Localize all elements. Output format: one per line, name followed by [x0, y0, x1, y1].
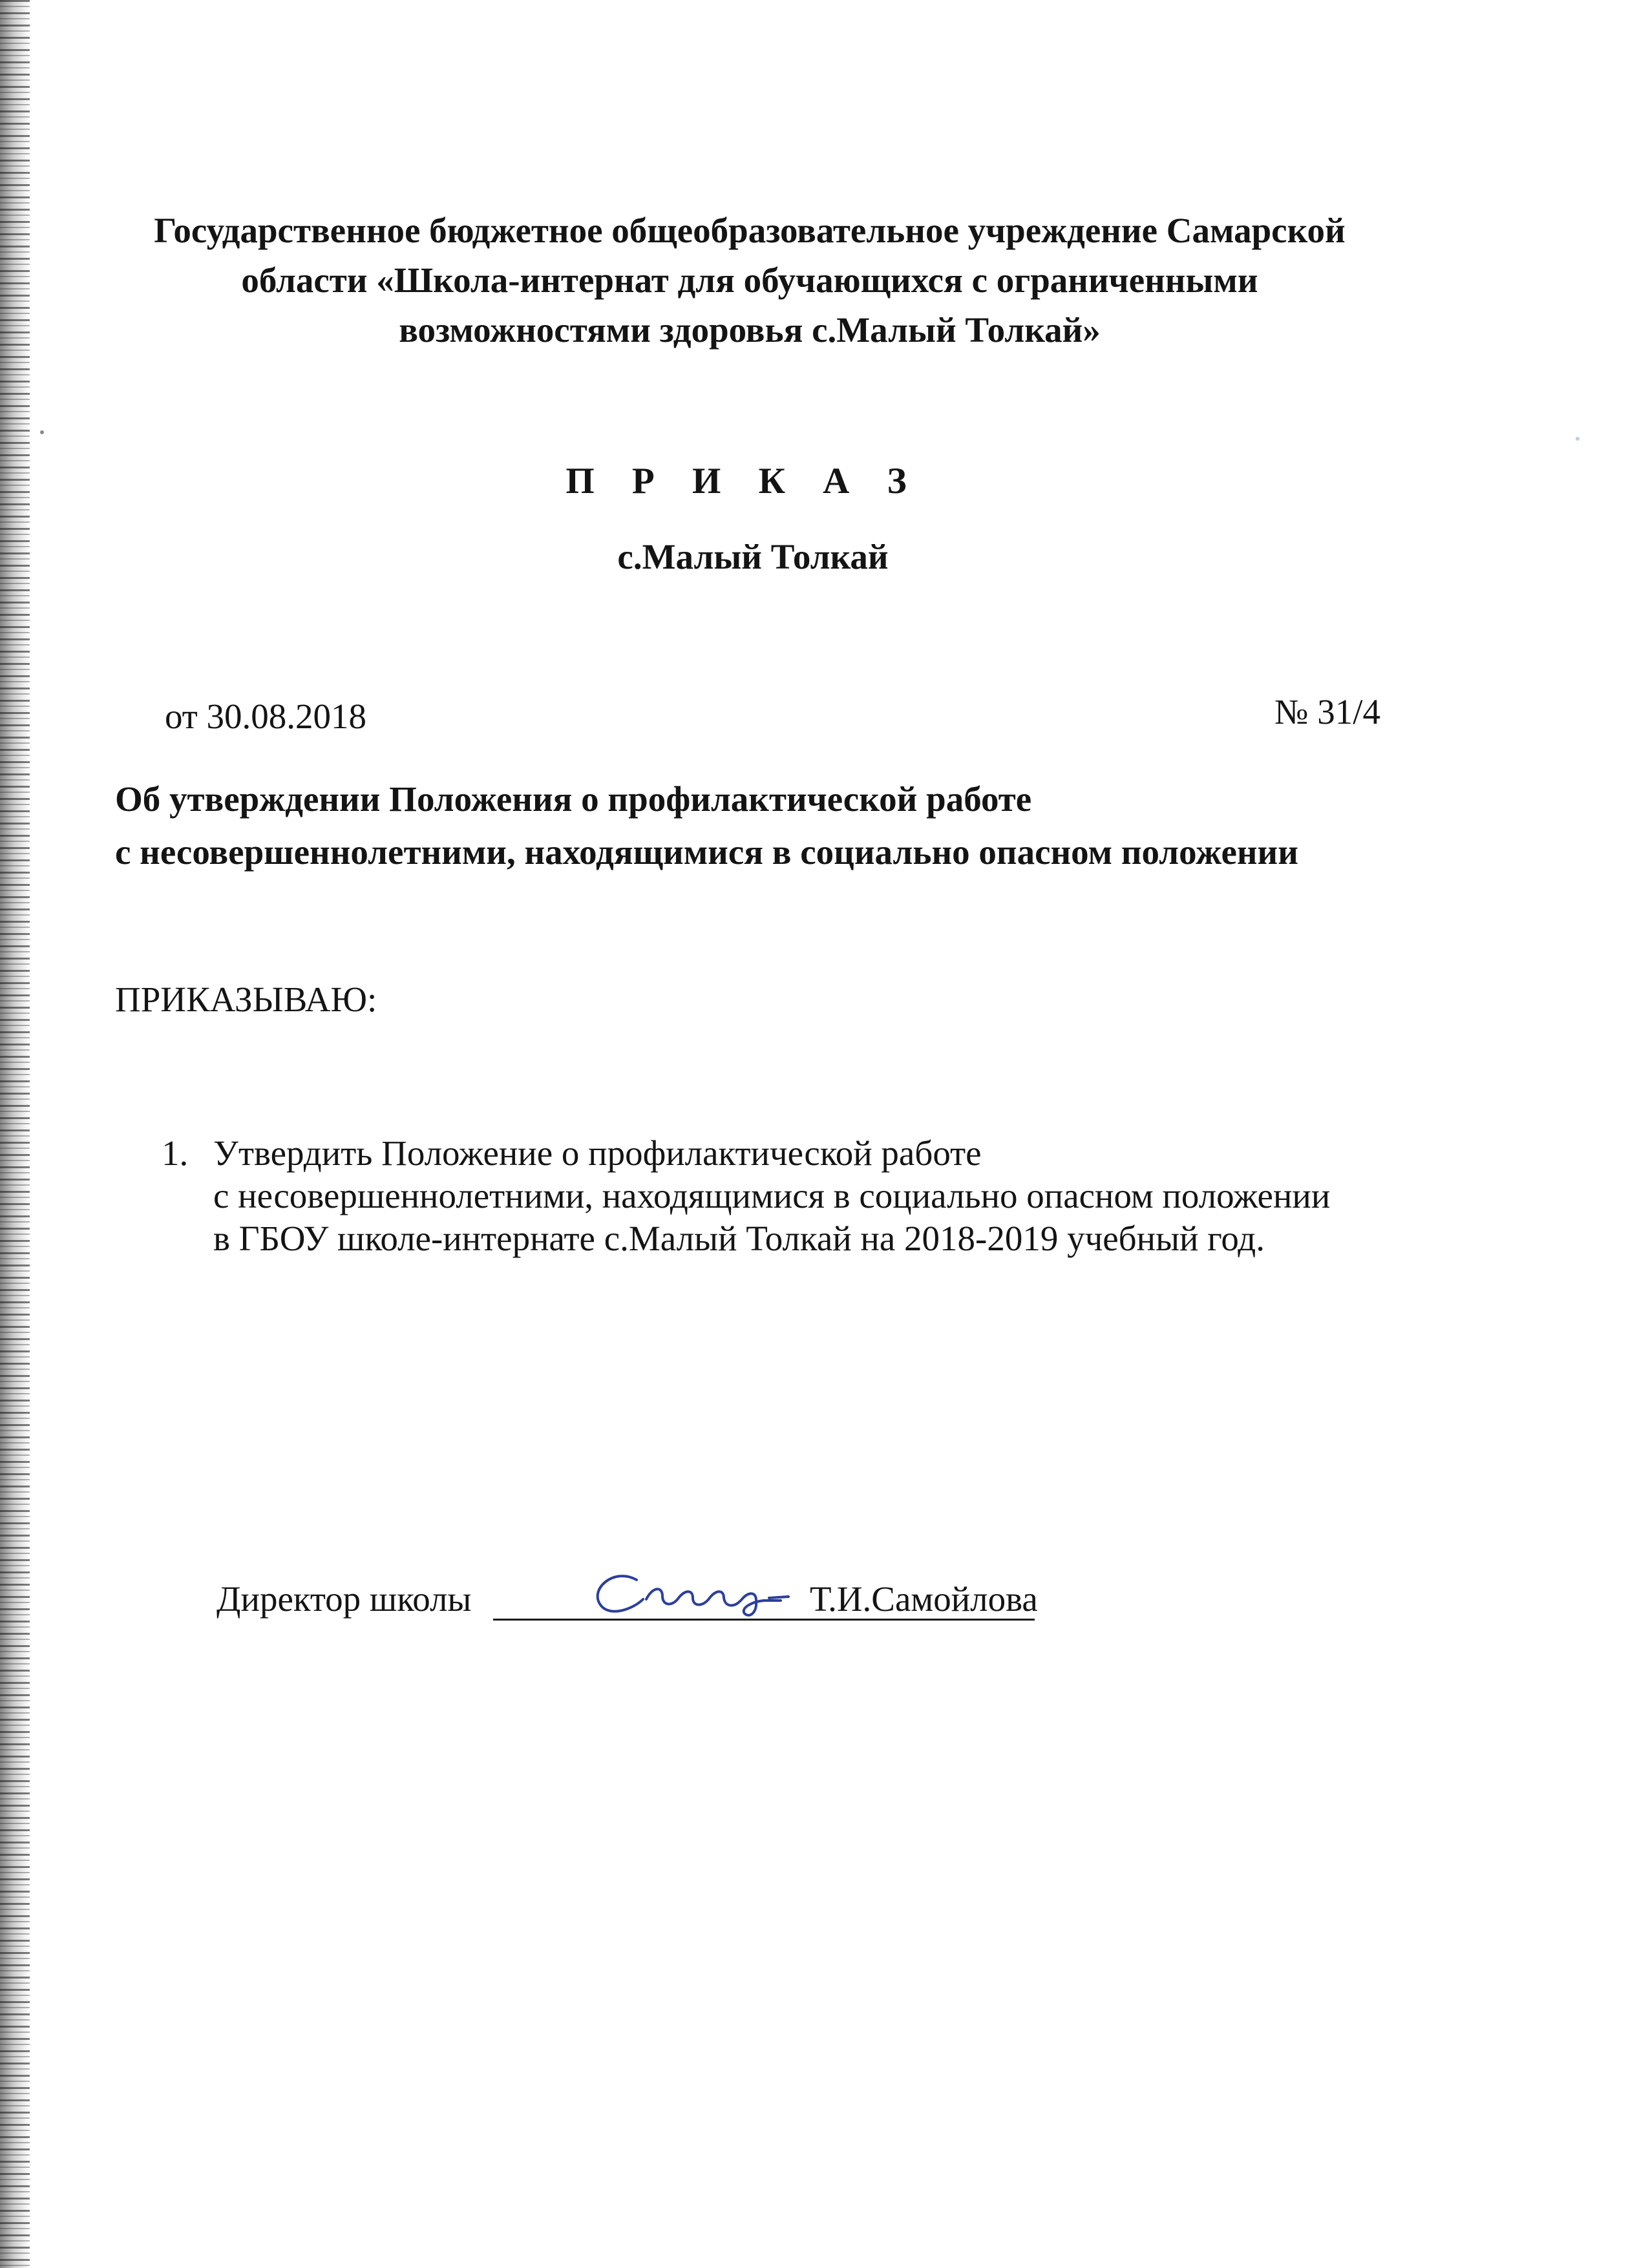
- signatory-role: Директор школы: [217, 1579, 472, 1619]
- order-items-list: [162, 1132, 1330, 1260]
- document-date: от 30.08.2018: [165, 697, 367, 736]
- header-line-2: области «Школа-интернат для обучающихся с ограниченными: [241, 260, 1258, 300]
- subject-line-2: с несовершеннолетними, находящимися в социально опасном положении: [115, 832, 1298, 872]
- item-line-3: в ГБОУ школе-интернате с.Малый Толкай на 2018-2019 учебный год.: [213, 1219, 1265, 1258]
- scan-speck: [40, 430, 44, 434]
- header-line-1: Государственное бюджетное общеобразовательное учреждение Самарской: [154, 211, 1346, 250]
- document-number: № 31/4: [1274, 692, 1380, 731]
- item-line-1: Утвердить Положение о профилактической работе: [213, 1133, 982, 1173]
- document-place: с.Малый Толкай: [617, 537, 889, 576]
- decree-heading: ПРИКАЗЫВАЮ:: [115, 980, 377, 1019]
- document-title: П Р И К А З: [565, 461, 921, 501]
- item-number: 1.: [162, 1133, 189, 1173]
- institution-header: [39, 205, 1461, 355]
- subject-line-1: Об утверждении Положения о профилактической работе: [115, 779, 1032, 819]
- item-line-2: с несовершеннолетними, находящимися в социально опасном положении: [213, 1176, 1331, 1215]
- scan-edge-artifact: [0, 0, 30, 2268]
- document-subject: [115, 773, 1298, 879]
- header-line-3: возможностями здоровья с.Малый Толкай»: [399, 310, 1101, 350]
- list-item: [162, 1132, 1330, 1260]
- scan-speck: [1576, 437, 1579, 441]
- signatory-name: Т.И.Самойлова: [810, 1579, 1038, 1619]
